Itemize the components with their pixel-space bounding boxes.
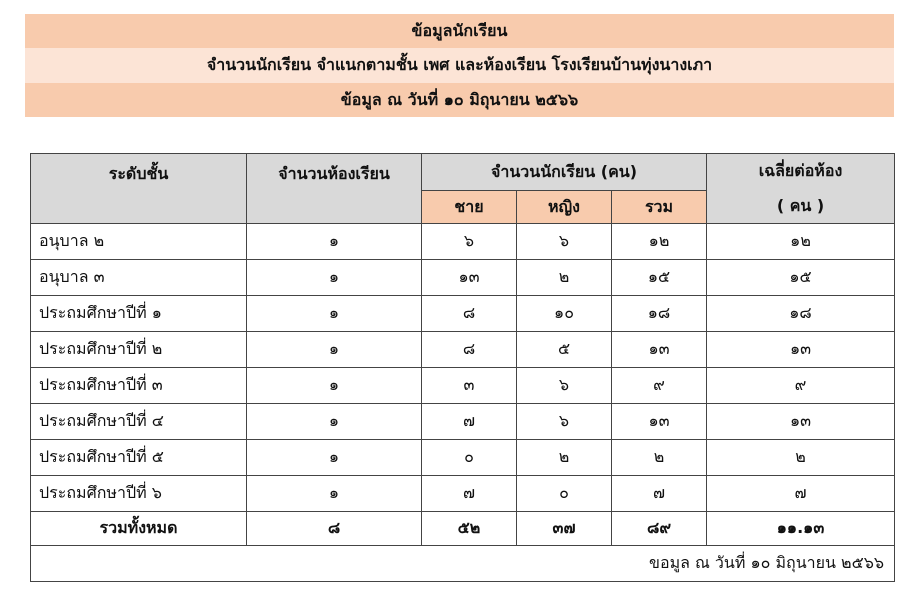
table-row — [31, 260, 895, 296]
cell-sum: ๑๘ — [612, 296, 707, 332]
header-level: ระดับชั้น — [31, 154, 247, 224]
banner-title — [25, 14, 894, 48]
cell-rooms: ๑ — [247, 260, 422, 296]
table-row — [31, 224, 895, 260]
banner-subtitle — [25, 48, 894, 83]
cell-female: ๒ — [517, 260, 612, 296]
cell-female: ๖ — [517, 224, 612, 260]
cell-rooms: ๑ — [247, 296, 422, 332]
total-row — [31, 512, 895, 546]
cell-sum: ๑๕ — [612, 260, 707, 296]
table-row — [31, 404, 895, 440]
cell-rooms: ๑ — [247, 476, 422, 512]
cell-average: ๑๘ — [707, 296, 895, 332]
cell-rooms: ๑ — [247, 224, 422, 260]
header-average-line2: ( คน ) — [776, 195, 825, 215]
cell-sum: ๑๒ — [612, 224, 707, 260]
cell-average: ๑๕ — [707, 260, 895, 296]
cell-level: ประถมศึกษาปีที่ ๖ — [31, 476, 247, 512]
cell-rooms: ๑ — [247, 440, 422, 476]
banner-date-text: ข้อมูล ณ วันที่ ๑๐ มิถุนายน ๒๕๖๖ — [340, 89, 579, 109]
cell-level: อนุบาล ๒ — [31, 224, 247, 260]
total-level: รวมทั้งหมด — [31, 512, 247, 546]
cell-female: ๐ — [517, 476, 612, 512]
cell-male: ๐ — [422, 440, 517, 476]
total-average: ๑๑.๑๓ — [707, 512, 895, 546]
cell-average: ๑๓ — [707, 332, 895, 368]
header-sum: รวม — [612, 191, 707, 224]
header-average-line1: เฉลี่ยต่อห้อง — [758, 160, 843, 180]
table-row — [31, 440, 895, 476]
table-row — [31, 332, 895, 368]
banner-date — [25, 83, 894, 117]
cell-male: ๖ — [422, 224, 517, 260]
cell-male: ๓ — [422, 368, 517, 404]
footnote-row — [31, 546, 895, 582]
header-average — [707, 154, 895, 224]
cell-sum: ๙ — [612, 368, 707, 404]
cell-average: ๑๓ — [707, 404, 895, 440]
cell-female: ๑๐ — [517, 296, 612, 332]
cell-average: ๙ — [707, 368, 895, 404]
cell-level: ประถมศึกษาปีที่ ๕ — [31, 440, 247, 476]
cell-female: ๖ — [517, 368, 612, 404]
header-male: ชาย — [422, 191, 517, 224]
banner-title-text: ข้อมูลนักเรียน — [411, 20, 508, 40]
cell-female: ๒ — [517, 440, 612, 476]
cell-male: ๘ — [422, 332, 517, 368]
header-female: หญิง — [517, 191, 612, 224]
cell-male: ๗ — [422, 404, 517, 440]
cell-average: ๑๒ — [707, 224, 895, 260]
cell-level: อนุบาล ๓ — [31, 260, 247, 296]
header-rooms: จำนวนห้องเรียน — [247, 154, 422, 224]
total-female: ๓๗ — [517, 512, 612, 546]
table-row — [31, 476, 895, 512]
cell-male: ๗ — [422, 476, 517, 512]
total-sum: ๘๙ — [612, 512, 707, 546]
cell-rooms: ๑ — [247, 332, 422, 368]
cell-level: ประถมศึกษาปีที่ ๒ — [31, 332, 247, 368]
total-rooms: ๘ — [247, 512, 422, 546]
cell-sum: ๑๓ — [612, 332, 707, 368]
cell-rooms: ๑ — [247, 404, 422, 440]
cell-level: ประถมศึกษาปีที่ ๑ — [31, 296, 247, 332]
cell-sum: ๑๓ — [612, 404, 707, 440]
cell-sum: ๒ — [612, 440, 707, 476]
cell-female: ๕ — [517, 332, 612, 368]
cell-level: ประถมศึกษาปีที่ ๔ — [31, 404, 247, 440]
table-row — [31, 368, 895, 404]
total-male: ๕๒ — [422, 512, 517, 546]
cell-average: ๗ — [707, 476, 895, 512]
cell-rooms: ๑ — [247, 368, 422, 404]
cell-female: ๖ — [517, 404, 612, 440]
cell-male: ๑๓ — [422, 260, 517, 296]
cell-level: ประถมศึกษาปีที่ ๓ — [31, 368, 247, 404]
header-students: จำนวนนักเรียน (คน) — [422, 154, 707, 191]
cell-sum: ๗ — [612, 476, 707, 512]
footnote: ขอมูล ณ วันที่ ๑๐ มิถุนายน ๒๕๖๖ — [31, 546, 895, 582]
table-row — [31, 296, 895, 332]
student-table — [30, 153, 895, 582]
cell-average: ๒ — [707, 440, 895, 476]
banner-subtitle-text: จำนวนนักเรียน จำแนกตามชั้น เพศ และห้องเรียน โรงเรียนบ้านทุ่งนางเภา — [206, 55, 713, 74]
cell-male: ๘ — [422, 296, 517, 332]
